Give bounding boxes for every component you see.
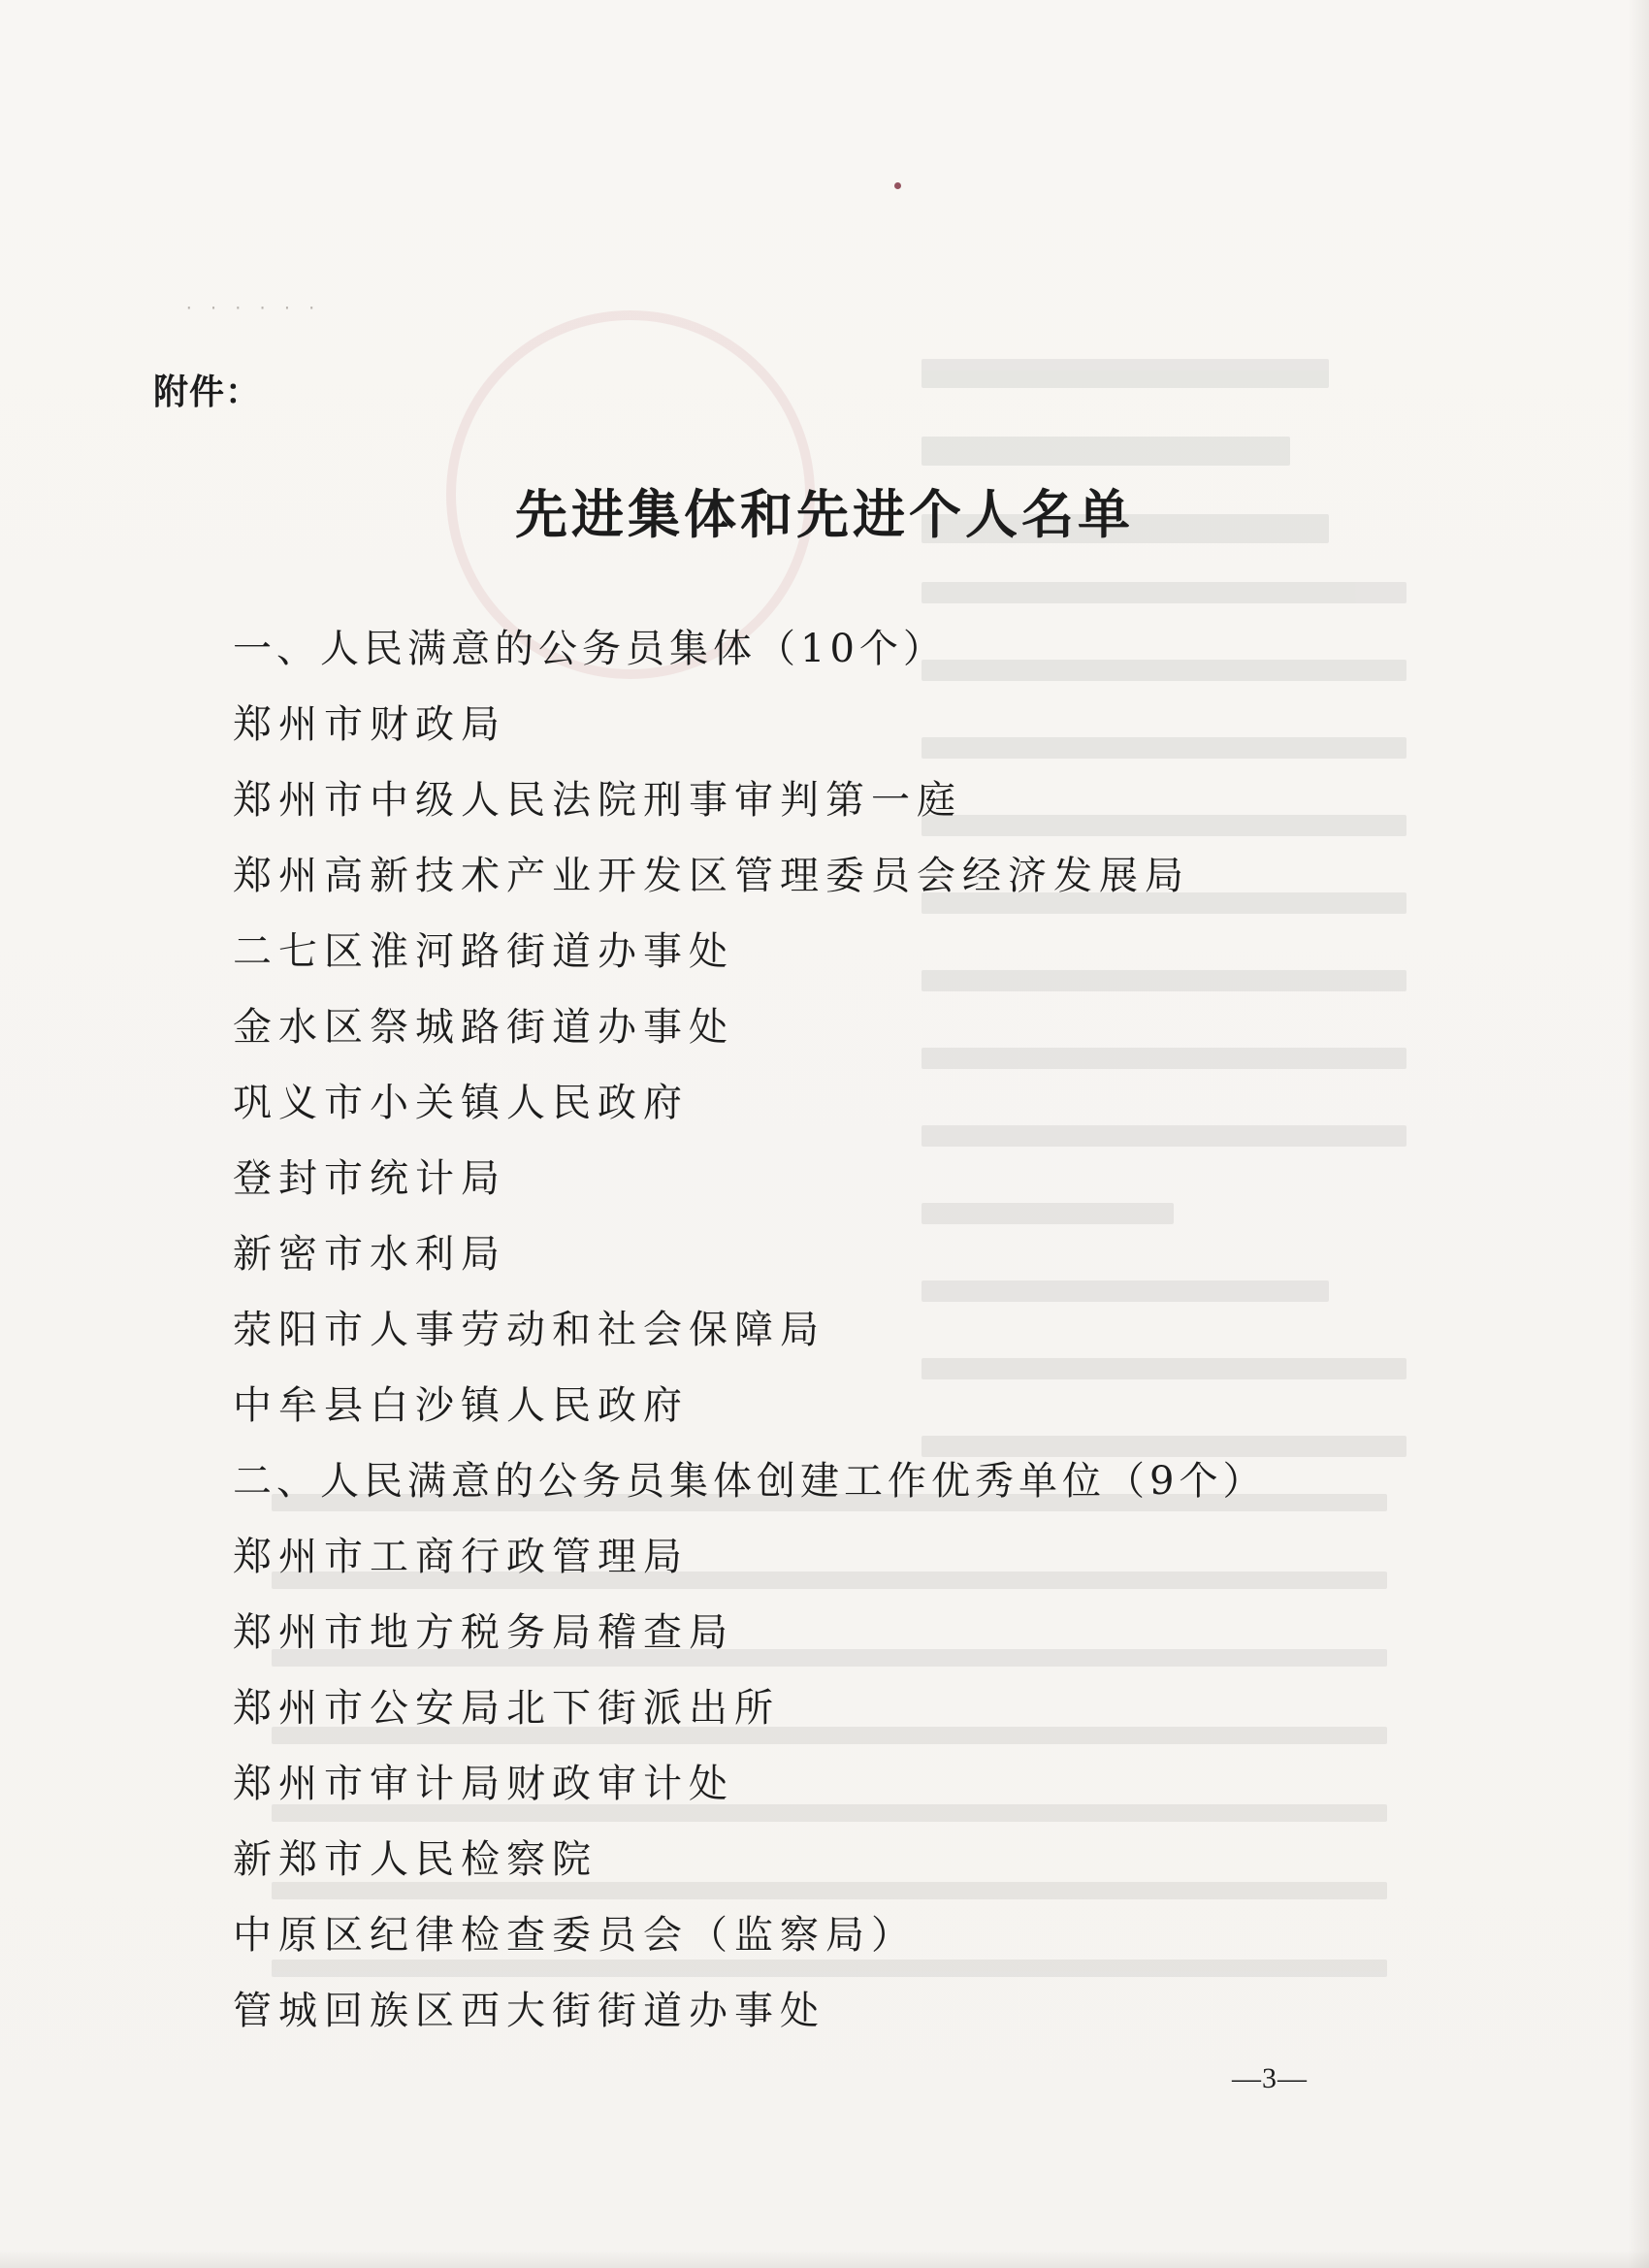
list-item: 金水区祭城路街道办事处 — [233, 1005, 734, 1050]
list-item: 中原区纪律检查委员会（监察局） — [233, 1913, 917, 1958]
list-item: 二七区淮河路街道办事处 — [233, 929, 734, 974]
list-item: 郑州市审计局财政审计处 — [233, 1762, 734, 1806]
section-heading-2: 二、人民满意的公务员集体创建工作优秀单位（9个） — [233, 1459, 1267, 1504]
ink-speck — [894, 182, 901, 189]
list-item: 郑州市地方税务局稽查局 — [233, 1610, 734, 1655]
list-item: 郑州市公安局北下街派出所 — [233, 1686, 780, 1731]
list-item: 郑州市工商行政管理局 — [233, 1535, 689, 1579]
list-item: 中牟县白沙镇人民政府 — [233, 1383, 689, 1428]
list-item: 巩义市小关镇人民政府 — [233, 1081, 689, 1125]
list-item: 新郑市人民检察院 — [233, 1837, 598, 1882]
name-list — [233, 611, 1533, 2049]
list-item: 新密市水利局 — [233, 1232, 506, 1277]
list-item: 郑州高新技术产业开发区管理委员会经济发展局 — [233, 854, 1190, 898]
list-item: 荥阳市人事劳动和社会保障局 — [233, 1308, 825, 1352]
paper-edge-shadow-bottom — [0, 2251, 1649, 2268]
list-item: 郑州市财政局 — [233, 702, 506, 747]
page-title: 先进集体和先进个人名单 — [515, 484, 1134, 545]
list-item: 郑州市中级人民法院刑事审判第一庭 — [233, 778, 962, 823]
list-item: 管城回族区西大街街道办事处 — [233, 1989, 825, 2033]
page-number: —3— — [1232, 2062, 1308, 2094]
paper-edge-shadow-right — [1628, 0, 1649, 2268]
attachment-label: 附件： — [153, 373, 262, 412]
section-heading-1: 一、人民满意的公务员集体（10个） — [233, 627, 947, 671]
list-item: 登封市统计局 — [233, 1156, 506, 1201]
faint-scan-mark: · · · · · · — [184, 299, 319, 317]
